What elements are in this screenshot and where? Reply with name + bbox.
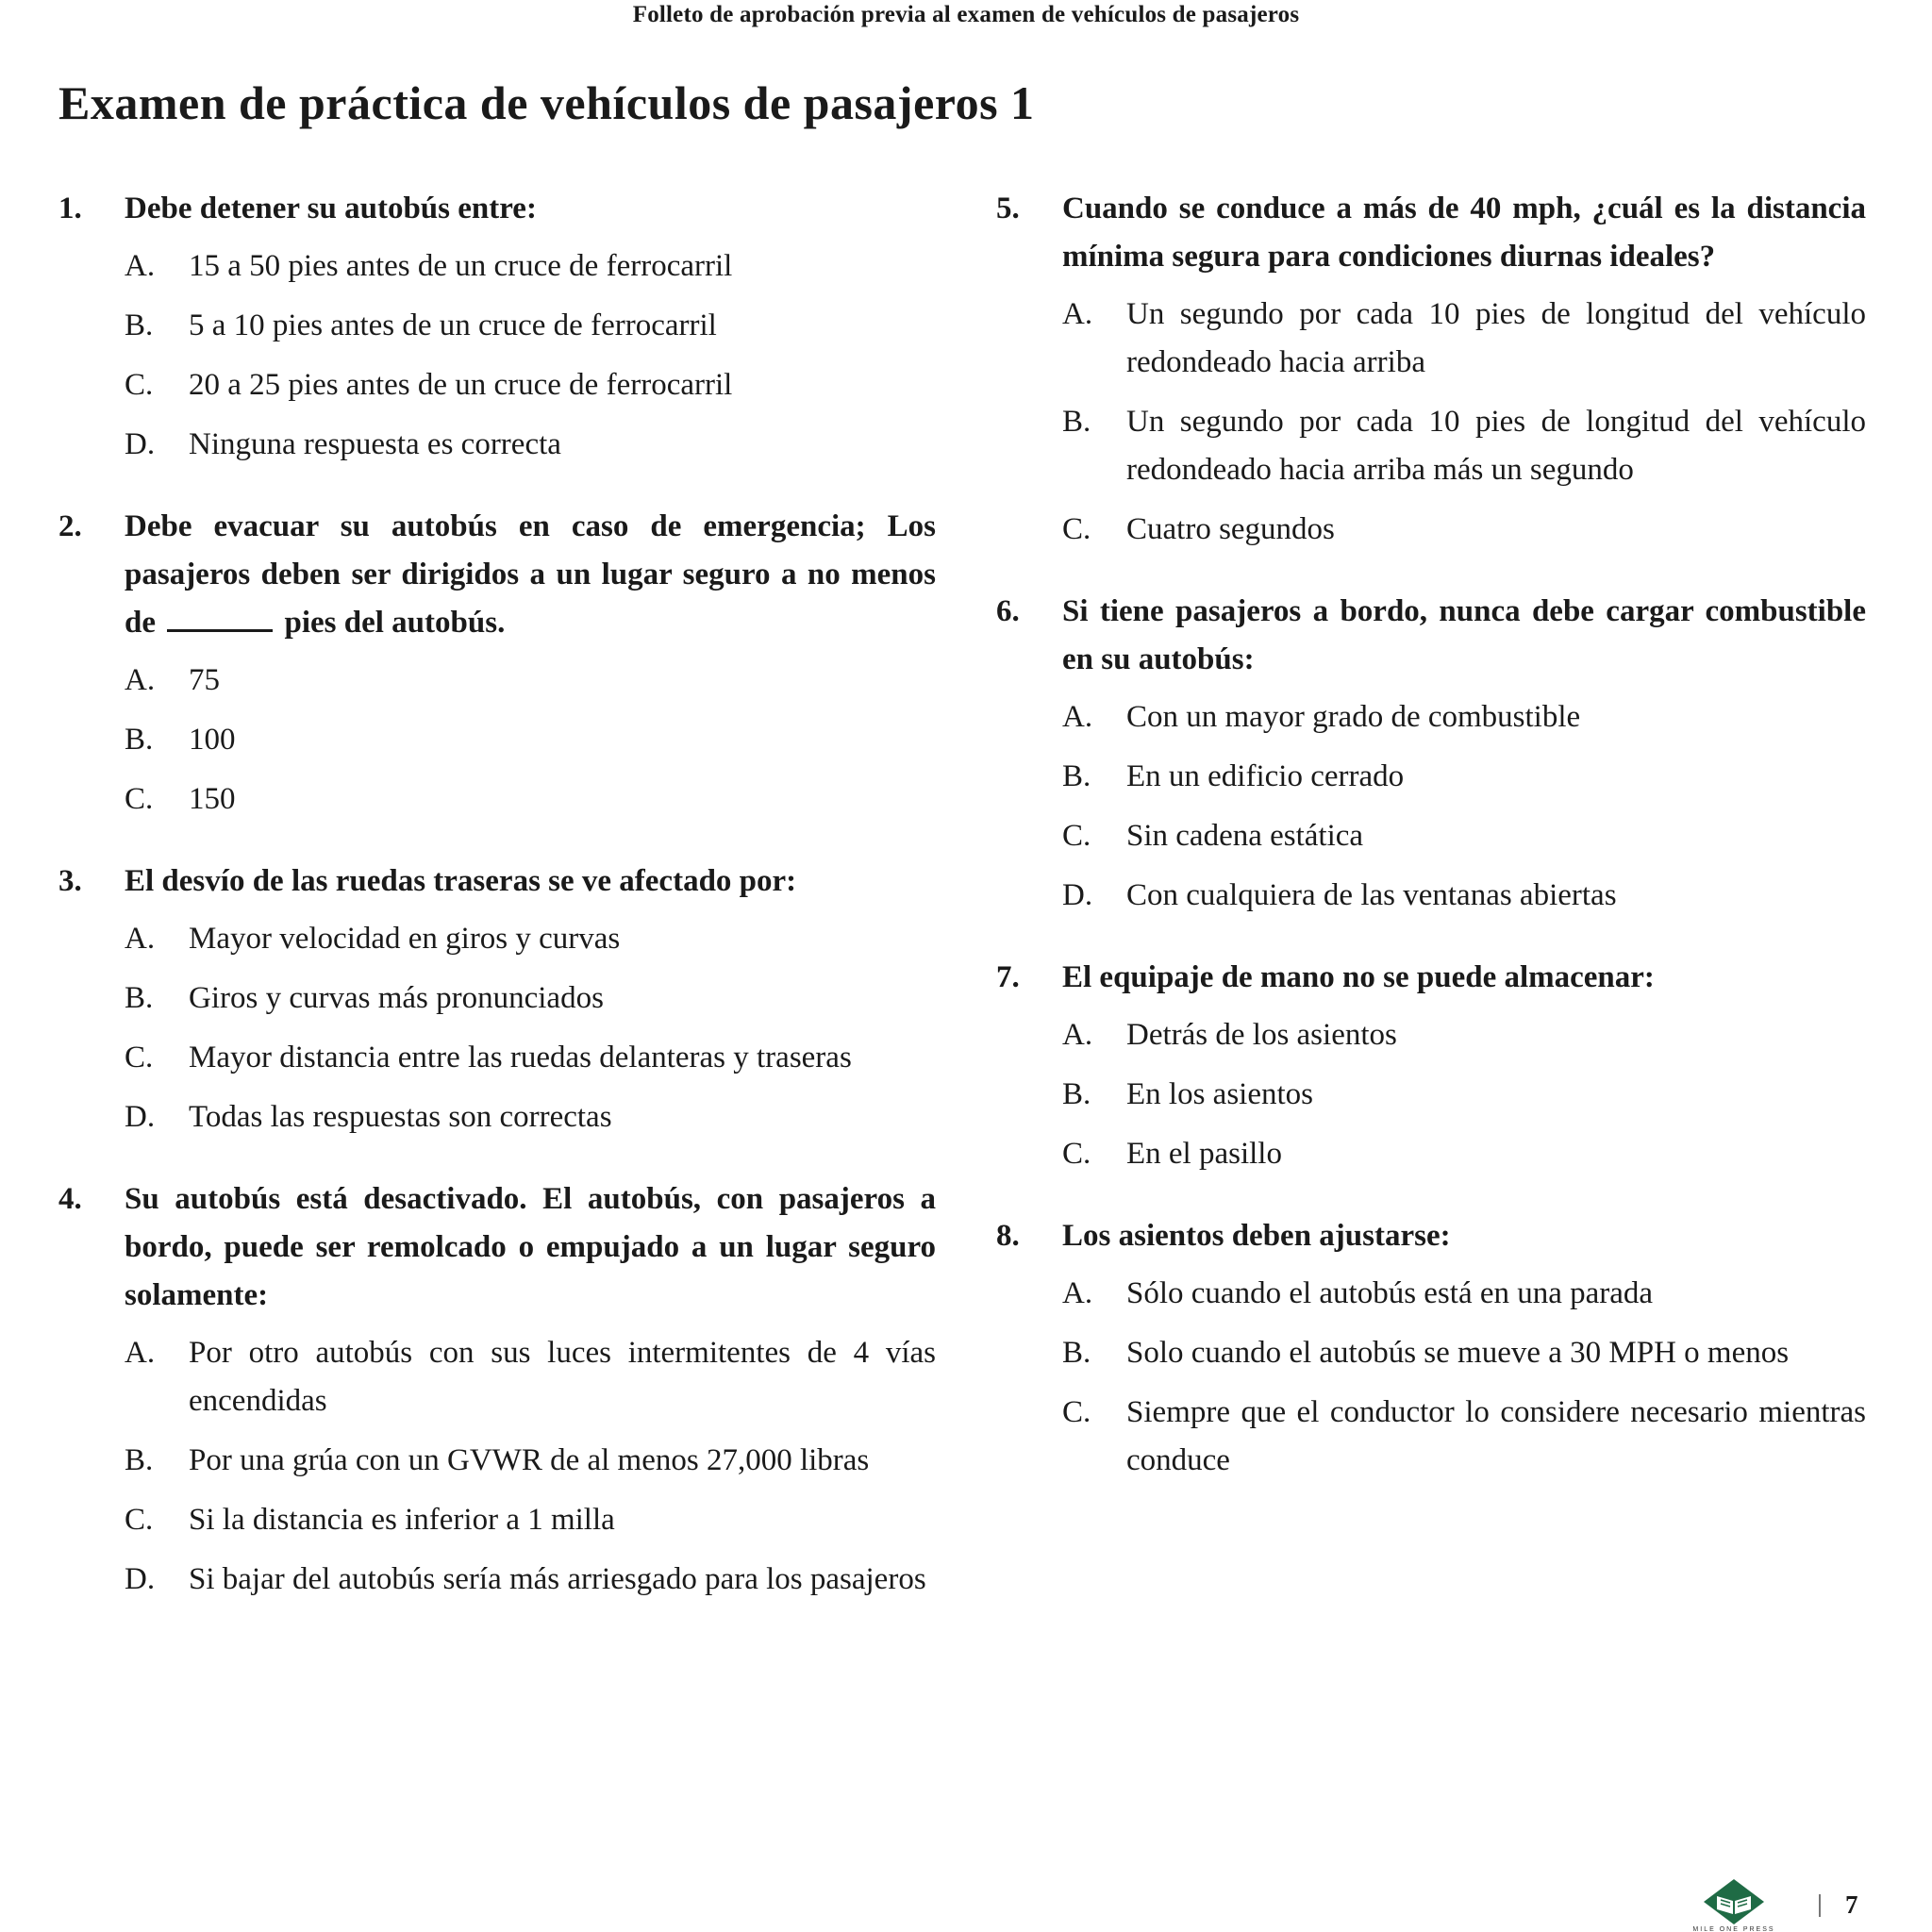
answer-option — [1062, 1329, 1866, 1377]
answer-option — [125, 1034, 936, 1082]
option-letter: D. — [125, 1562, 156, 1596]
question-4 — [58, 1175, 936, 1604]
answer-option — [125, 1329, 936, 1425]
answer-option — [1062, 291, 1866, 387]
question-number: 4. — [58, 1182, 82, 1216]
question-2 — [58, 503, 936, 824]
option-text: Un segundo por cada 10 pies de longitud del vehículo redondeado hacia arriba — [1126, 297, 1866, 379]
option-letter: C. — [1062, 512, 1091, 546]
question-number: 1. — [58, 192, 82, 225]
answer-option — [125, 915, 936, 963]
page-number: 7 — [1845, 1890, 1858, 1919]
page-title: Examen de práctica de vehículos de pasajeros 1 — [58, 76, 1035, 129]
answer-option — [1062, 812, 1866, 860]
answer-option — [125, 775, 936, 824]
question-text — [125, 503, 936, 647]
option-letter: B. — [1062, 1336, 1091, 1370]
answer-option — [125, 1556, 936, 1604]
option-text: En los asientos — [1126, 1077, 1313, 1111]
answer-option — [1062, 872, 1866, 920]
answer-option — [125, 302, 936, 350]
question-number: 6. — [996, 594, 1020, 628]
option-letter: B. — [125, 1443, 154, 1477]
option-letter: A. — [1062, 1018, 1093, 1052]
option-letter: C. — [125, 368, 154, 402]
question-3 — [58, 858, 936, 1141]
question-text: El equipaje de mano no se puede almacenar: — [1062, 960, 1655, 994]
option-letter: B. — [1062, 405, 1091, 439]
answer-option — [1062, 398, 1866, 494]
option-text: Giros y curvas más pronunciados — [189, 981, 604, 1015]
option-letter: A. — [125, 249, 156, 283]
question-text: Cuando se conduce a más de 40 mph, ¿cuál es la distancia mínima segura para condiciones diurnas ideales? — [1062, 192, 1866, 274]
answer-option — [125, 242, 936, 291]
answer-option — [125, 657, 936, 705]
question-text-after-blank: pies del autobús. — [284, 606, 506, 640]
question-text: Los asientos deben ajustarse: — [1062, 1219, 1451, 1253]
answer-option — [1062, 1270, 1866, 1318]
book-icon — [1704, 1879, 1764, 1924]
question-7 — [996, 954, 1866, 1178]
answer-option — [125, 1093, 936, 1141]
option-letter: D. — [125, 1100, 156, 1134]
question-number: 7. — [996, 960, 1020, 994]
option-text: Si la distancia es inferior a 1 milla — [189, 1503, 615, 1537]
answer-option — [125, 716, 936, 764]
question-number: 2. — [58, 509, 82, 543]
question-5 — [996, 185, 1866, 554]
option-text: En el pasillo — [1126, 1137, 1282, 1171]
option-text: Sólo cuando el autobús está en una parada — [1126, 1276, 1654, 1310]
answer-option — [1062, 753, 1866, 801]
option-text: Solo cuando el autobús se mueve a 30 MPH o menos — [1126, 1336, 1790, 1370]
option-letter: D. — [1062, 878, 1093, 912]
option-letter: C. — [1062, 1395, 1091, 1429]
answer-option — [1062, 1389, 1866, 1485]
option-letter: C. — [125, 782, 154, 816]
option-text: 20 a 25 pies antes de un cruce de ferrocarril — [189, 368, 733, 402]
question-number: 8. — [996, 1219, 1020, 1253]
answer-option — [1062, 693, 1866, 741]
question-number: 5. — [996, 192, 1020, 225]
option-text: Cuatro segundos — [1126, 512, 1335, 546]
option-text: Por una grúa con un GVWR de al menos 27,000 libras — [189, 1443, 870, 1477]
footer-divider — [1819, 1894, 1821, 1917]
answer-option — [125, 421, 936, 469]
option-text: Si bajar del autobús sería más arriesgado para los pasajeros — [189, 1562, 926, 1596]
option-letter: C. — [1062, 819, 1091, 853]
right-column — [996, 185, 1866, 1519]
option-text: 150 — [189, 782, 236, 816]
option-text: Detrás de los asientos — [1126, 1018, 1397, 1052]
option-text: Sin cadena estática — [1126, 819, 1364, 853]
question-text: Debe detener su autobús entre: — [125, 192, 537, 225]
question-text-before-blank: Debe evacuar su autobús en caso de emergencia; Los pasajeros deben ser dirigidos a un lugar seguro a no menos de — [125, 509, 936, 640]
question-8 — [996, 1212, 1866, 1485]
option-text: Mayor distancia entre las ruedas delanteras y traseras — [189, 1041, 852, 1074]
option-letter: B. — [1062, 1077, 1091, 1111]
option-letter: A. — [1062, 1276, 1093, 1310]
option-letter: B. — [1062, 759, 1091, 793]
fill-in-blank — [167, 601, 273, 632]
option-text: 100 — [189, 723, 236, 757]
option-text: Mayor velocidad en giros y curvas — [189, 922, 621, 956]
option-letter: B. — [125, 308, 154, 342]
question-text: Su autobús está desactivado. El autobús, con pasajeros a bordo, puede ser remolcado o empujado a un lugar seguro solamente: — [125, 1182, 936, 1312]
question-number: 3. — [58, 864, 82, 898]
option-text: Por otro autobús con sus luces intermitentes de 4 vías encendidas — [189, 1336, 936, 1418]
option-letter: B. — [125, 723, 154, 757]
option-letter: A. — [1062, 700, 1093, 734]
publisher-logo — [1668, 1875, 1800, 1932]
answer-option — [125, 1496, 936, 1544]
option-letter: C. — [1062, 1137, 1091, 1171]
option-text: En un edificio cerrado — [1126, 759, 1405, 793]
option-text: Todas las respuestas son correctas — [189, 1100, 612, 1134]
option-letter: B. — [125, 981, 154, 1015]
answer-option — [1062, 1011, 1866, 1059]
option-text: 75 — [189, 663, 220, 697]
option-text: 15 a 50 pies antes de un cruce de ferrocarril — [189, 249, 733, 283]
option-letter: A. — [125, 922, 156, 956]
answer-option — [1062, 1071, 1866, 1119]
question-1 — [58, 185, 936, 469]
left-column — [58, 185, 936, 1638]
running-header: Folleto de aprobación previa al examen de vehículos de pasajeros — [632, 2, 1300, 27]
option-letter: A. — [125, 1336, 156, 1370]
answer-option — [125, 1437, 936, 1485]
option-letter: A. — [125, 663, 156, 697]
option-text: Con cualquiera de las ventanas abiertas — [1126, 878, 1617, 912]
option-text: Ninguna respuesta es correcta — [189, 427, 561, 461]
option-text: Siempre que el conductor lo considere necesario mientras conduce — [1126, 1395, 1866, 1477]
answer-option — [125, 361, 936, 409]
option-letter: C. — [125, 1503, 154, 1537]
question-6 — [996, 588, 1866, 920]
option-letter: A. — [1062, 297, 1093, 331]
option-letter: D. — [125, 427, 156, 461]
option-text: 5 a 10 pies antes de un cruce de ferrocarril — [189, 308, 717, 342]
option-text: Con un mayor grado de combustible — [1126, 700, 1581, 734]
answer-option — [1062, 1130, 1866, 1178]
answer-option — [1062, 506, 1866, 554]
question-text: El desvío de las ruedas traseras se ve afectado por: — [125, 864, 797, 898]
option-letter: C. — [125, 1041, 154, 1074]
option-text: Un segundo por cada 10 pies de longitud del vehículo redondeado hacia arriba más un segundo — [1126, 405, 1866, 487]
answer-option — [125, 974, 936, 1023]
publisher-name: MILE ONE PRESS — [1692, 1926, 1775, 1932]
question-text: Si tiene pasajeros a bordo, nunca debe cargar combustible en su autobús: — [1062, 594, 1866, 676]
